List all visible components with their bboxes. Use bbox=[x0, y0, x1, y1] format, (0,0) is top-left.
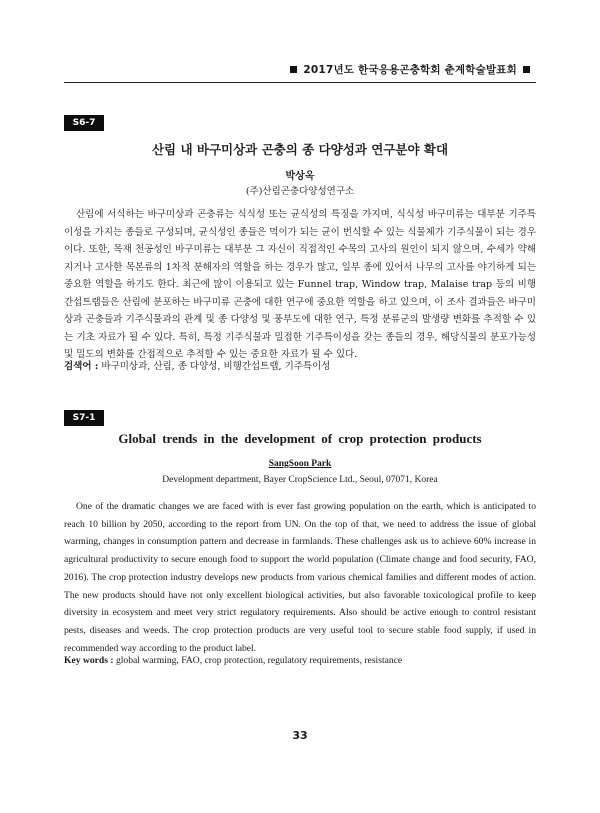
keywords-line bbox=[64, 652, 536, 669]
paper-title: Global trends in the development of crop protection products bbox=[118, 431, 482, 446]
paper-title: 산림 내 바구미상과 곤충의 종 다양성과 연구분야 확대 bbox=[151, 142, 449, 157]
header-rule bbox=[64, 82, 536, 83]
paper-author: SangSoon Park bbox=[268, 459, 332, 469]
keywords-label: Key words : bbox=[64, 655, 114, 666]
running-header-text: 2017년도 한국응용곤충학회 춘계학술발표회 bbox=[303, 64, 517, 76]
session-code-badge: S7-1 bbox=[64, 410, 104, 426]
keywords-line bbox=[64, 358, 536, 375]
session-code-badge: S6-7 bbox=[64, 115, 104, 131]
square-bullet-icon bbox=[523, 66, 530, 73]
running-header bbox=[64, 62, 536, 77]
square-bullet-icon bbox=[290, 66, 297, 73]
paper-author: 박상옥 bbox=[285, 171, 315, 182]
abstract-body: 산림에 서식하는 바구미상과 곤충류는 식식성 또는 균식성의 특징을 가지며, 식식성 바구미류는 대부분 기주특이성을 가지는 종들로 구성되며, 균식성인 종들은 먹이가 되는 균이 번식할 수 있는 식물체가 기주식물이 되는 경우이다. 또한, 목재 천공성인 바구미류는 대부분 그 자신이 직접적인 수목의 고사의 원인이 되지 않으며, 수세가 약해지거나 고사한 목본류의 1차적 분해자의 역할을 하는 경우가 많고, 일부 종에 있어서 나무의 고사를 야기하게 되는 중요한 역할을 하기도 한다. 최근에 많이 이용되고 있는 Funnel trap, Window trap, Malaise trap 등의 비행간섭트랩들은 산림에 분포하는 바구미류 곤충에 대한 연구에 중요한 역할을 하고 있으며, 이 조사 결과들은 바구미상과 곤충들과 기주식물과의 관계 및 종 다양성 및 풍부도에 대한 연구, 특정 분류군의 발생량 변화를 추적할 수 있는 기초 자료가 될 수 있다. 특히, 특정 기주식물과 밀접한 기주특이성을 갖는 종들의 경우, 해당식물의 분포가능성 및 밀도의 변화를 간접적으로 추적할 수 있는 중요한 자료가 될 수 있다. bbox=[64, 209, 536, 360]
abstract-body: One of the dramatic changes we are faced with is ever fast growing population on the earth, which is anticipated to reach 10 billion by 2050, according to the report from UN. On the top of that, we need to address the issue of global warming, changes in consumption pattern and decrease in farmlands. These challenges ask us to achieve 60% increase in agricultural productivity to secure enough food to support the world population (Climate change and food security, FAO, 2016). The crop protection industry develops new products from various chemical families and different modes of action. The new products should have not only excellent biological activities, but also favorable toxicological profile to keep diversity in ecosystem and meet very strict regulatory requirements. Also should be active enough to control resistant pests, diseases and weeds. The crop protection products are very useful tool to secure stable food supply, if used in recommended way according to the product label. bbox=[64, 501, 536, 654]
keywords-label: 검색어 : bbox=[64, 361, 99, 372]
paper-affiliation: (주)산림곤충다양성연구소 bbox=[245, 186, 355, 197]
keywords-list: 바구미상과, 산림, 종 다양성, 비행간섭트랩, 기주특이성 bbox=[101, 361, 331, 372]
paper-affiliation: Development department, Bayer CropScience Ltd., Seoul, 07071, Korea bbox=[162, 475, 438, 485]
keywords-list: global warming, FAO, crop protection, regulatory requirements, resistance bbox=[115, 655, 403, 666]
page-number: 33 bbox=[292, 729, 308, 742]
